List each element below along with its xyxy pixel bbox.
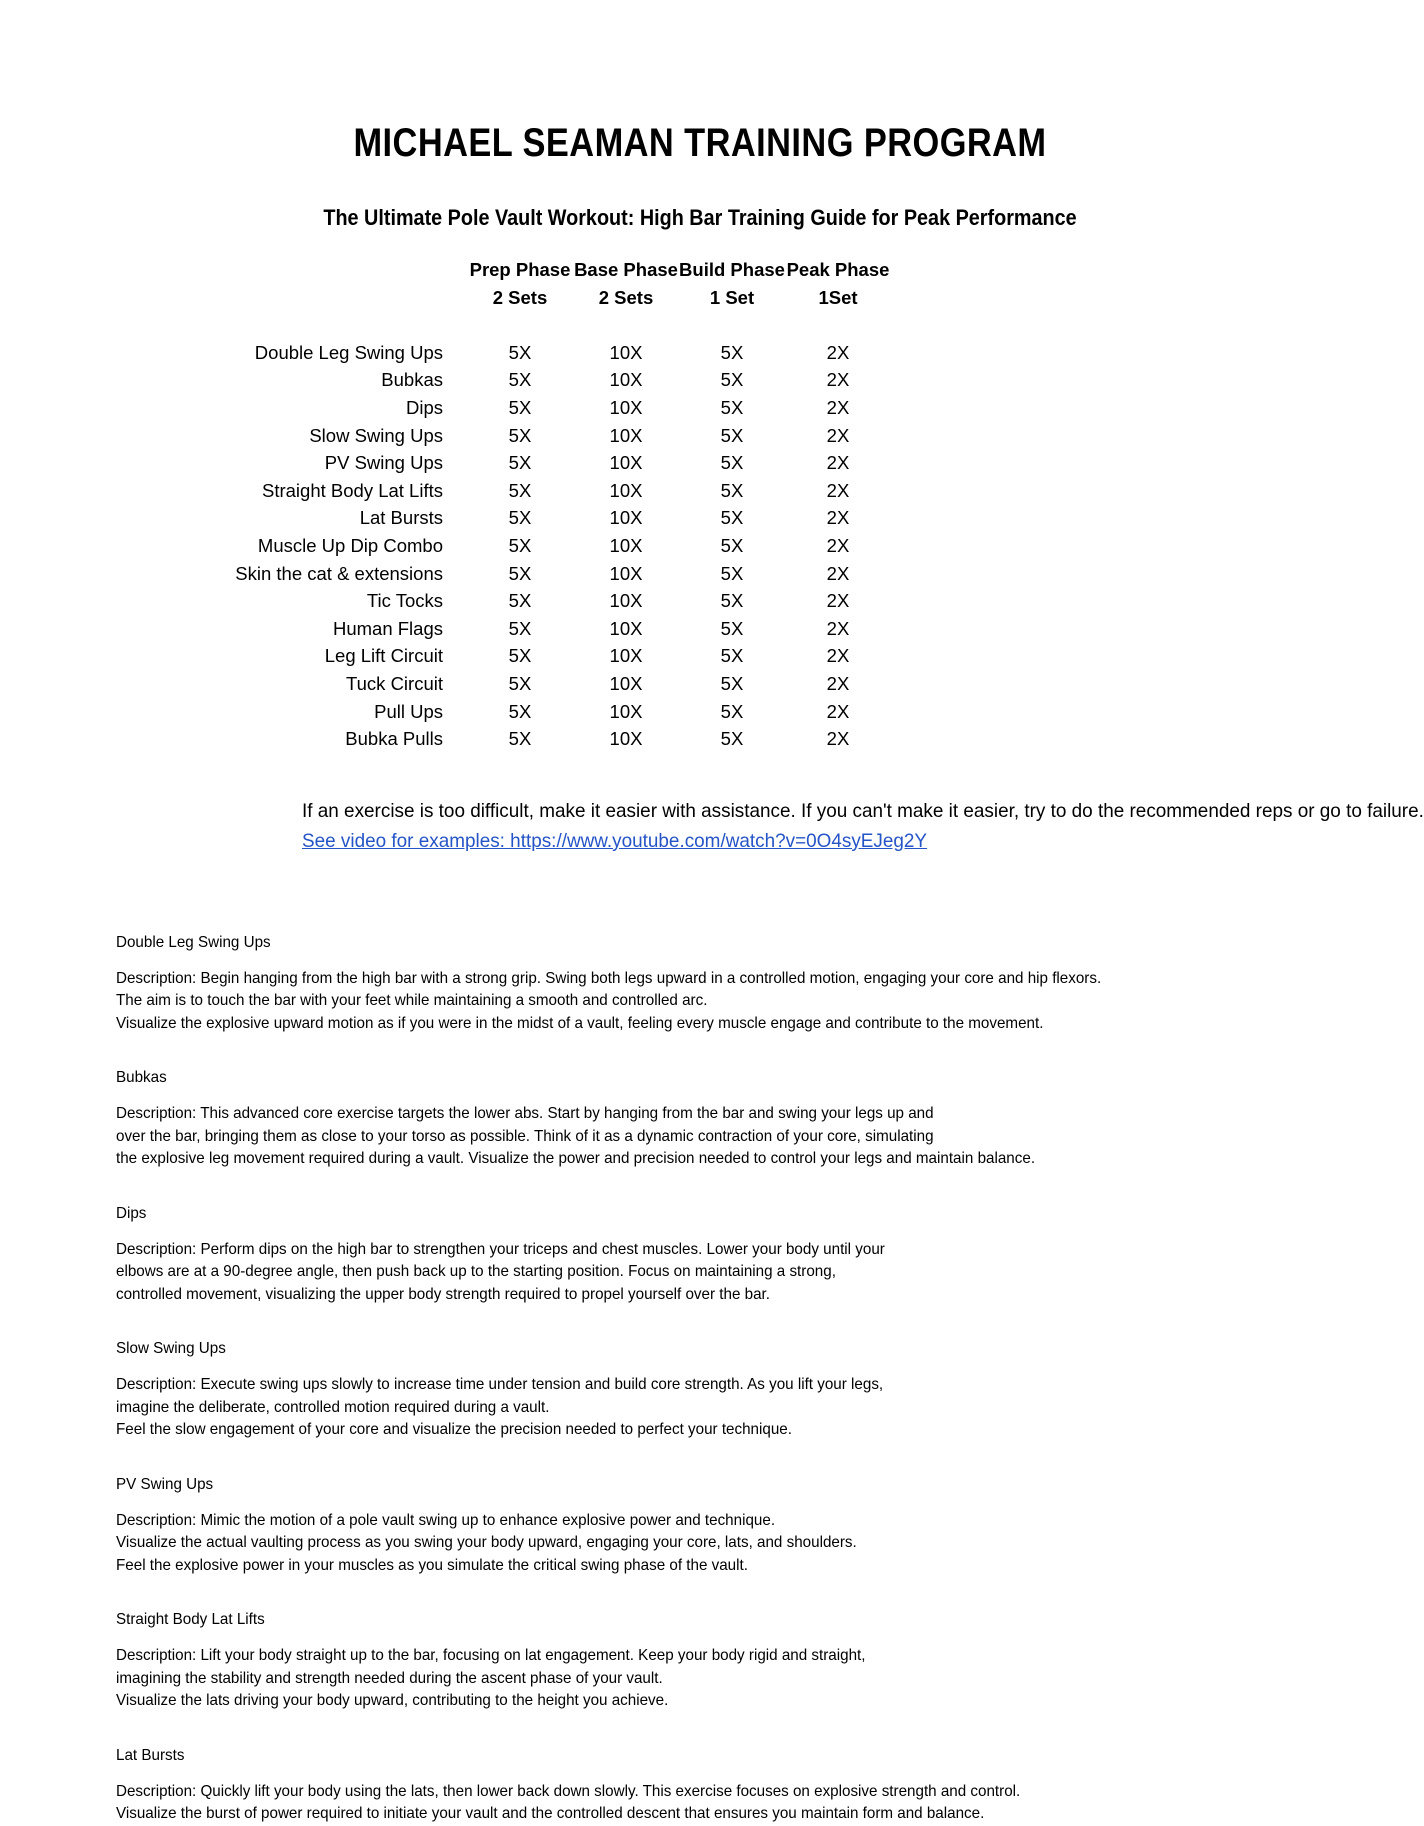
column-header-sets-3: 1Set: [818, 286, 858, 308]
description-section-bubkas: [116, 1067, 1360, 1171]
reps-build: 5X: [720, 534, 744, 556]
description-line: over the bar, bringing them as close to your torso as possible. Think of it as a dynamic contraction of your core, simulating: [116, 1127, 934, 1145]
reps-base: 10X: [609, 728, 643, 750]
description-line: Feel the slow engagement of your core and visualize the precision needed to perfect your technique.: [116, 1421, 792, 1439]
description-line: imagine the deliberate, controlled motion required during a vault.: [116, 1398, 550, 1416]
description-line: Visualize the actual vaulting process as you swing your body upward, engaging your core, lats, and shoulders.: [116, 1534, 857, 1552]
reps-prep: 5X: [508, 590, 532, 612]
table-row: [205, 615, 891, 643]
spacer-cell: [205, 311, 467, 339]
description-title: Lat Bursts: [116, 1746, 185, 1764]
table-row: [205, 422, 891, 450]
exercise-name: Double Leg Swing Ups: [254, 341, 443, 363]
header-body-spacer: [205, 311, 891, 339]
page-title: MICHAEL SEAMAN TRAINING PROGRAM: [353, 121, 1047, 165]
reps-base: 10X: [609, 672, 643, 694]
reps-peak: 2X: [826, 617, 850, 639]
spacer-cell: [467, 311, 573, 339]
reps-base: 10X: [609, 645, 643, 667]
reps-build: 5X: [720, 590, 744, 612]
reps-peak: 2X: [826, 645, 850, 667]
exercise-name: PV Swing Ups: [324, 452, 443, 474]
description-section-lat-bursts: [116, 1745, 1360, 1826]
description-section-slow-swing-ups: [116, 1338, 1360, 1442]
reps-base: 10X: [609, 534, 643, 556]
description-title: Bubkas: [116, 1069, 167, 1087]
reps-build: 5X: [720, 700, 744, 722]
exercise-name: Tuck Circuit: [346, 672, 443, 694]
description-line: Visualize the burst of power required to initiate your vault and the controlled descent that ensures you maintain form and balance.: [116, 1805, 985, 1823]
reps-build: 5X: [720, 507, 744, 529]
reps-peak: 2X: [826, 672, 850, 694]
reps-peak: 2X: [826, 700, 850, 722]
reps-build: 5X: [720, 479, 744, 501]
reps-base: 10X: [609, 479, 643, 501]
sets-row-spacer: [205, 284, 467, 312]
reps-build: 5X: [720, 452, 744, 474]
table-row: [205, 394, 891, 422]
reps-peak: 2X: [826, 369, 850, 391]
exercise-name: Dips: [405, 396, 443, 418]
workout-table: [205, 256, 891, 753]
reps-build: 5X: [720, 341, 744, 363]
workout-table-header: [205, 256, 891, 311]
reps-build: 5X: [720, 369, 744, 391]
page-subtitle: The Ultimate Pole Vault Workout: High Bar Training Guide for Peak Performance: [323, 205, 1077, 230]
exercise-name: Lat Bursts: [359, 507, 443, 529]
column-header-phase-2: Build Phase: [679, 259, 785, 280]
table-row: [205, 670, 891, 698]
reps-peak: 2X: [826, 562, 850, 584]
exercise-name: Straight Body Lat Lifts: [262, 479, 443, 501]
reps-prep: 5X: [508, 728, 532, 750]
reps-base: 10X: [609, 617, 643, 639]
column-header-sets-1: 2 Sets: [598, 286, 654, 308]
reps-build: 5X: [720, 424, 744, 446]
exercise-name: Leg Lift Circuit: [324, 645, 443, 667]
reps-peak: 2X: [826, 424, 850, 446]
reps-peak: 2X: [826, 590, 850, 612]
reps-prep: 5X: [508, 645, 532, 667]
reps-build: 5X: [720, 672, 744, 694]
description-line: Visualize the explosive upward motion as if you were in the midst of a vault, feeling every muscle engage and contribute to the movement.: [116, 1014, 1044, 1032]
exercise-name: Tic Tocks: [366, 590, 443, 612]
description-line: The aim is to touch the bar with your feet while maintaining a smooth and controlled arc.: [116, 992, 708, 1010]
description-line: Feel the explosive power in your muscles as you simulate the critical swing phase of the vault.: [116, 1556, 748, 1574]
exercise-column-header: [205, 256, 467, 284]
video-examples-link[interactable]: See video for examples: https://www.youtube.com/watch?v=0O4syEJeg2Y: [302, 829, 928, 852]
workout-table-container: [0, 256, 1400, 753]
spacer-cell: [679, 311, 785, 339]
phase-header-row: [205, 256, 891, 284]
reps-peak: 2X: [826, 507, 850, 529]
description-title: PV Swing Ups: [116, 1475, 214, 1493]
reps-prep: 5X: [508, 341, 532, 363]
description-line: Description: This advanced core exercise targets the lower abs. Start by hanging from the bar and swing your legs up and: [116, 1105, 934, 1123]
description-section-double-leg-swing-ups: [116, 932, 1360, 1036]
description-line: elbows are at a 90-degree angle, then push back up to the starting position. Focus on maintaining a strong,: [116, 1263, 836, 1281]
table-row: [205, 449, 891, 477]
reps-base: 10X: [609, 700, 643, 722]
table-row: [205, 339, 891, 367]
table-row: [205, 366, 891, 394]
table-row: [205, 698, 891, 726]
exercise-name: Bubkas: [381, 369, 443, 391]
table-row: [205, 504, 891, 532]
spacer-cell: [785, 311, 891, 339]
description-title: Straight Body Lat Lifts: [116, 1611, 265, 1629]
reps-prep: 5X: [508, 617, 532, 639]
reps-base: 10X: [609, 341, 643, 363]
exercise-name: Muscle Up Dip Combo: [257, 534, 443, 556]
description-line: controlled movement, visualizing the upper body strength required to propel yourself over the bar.: [116, 1285, 770, 1303]
description-line: Description: Mimic the motion of a pole vault swing up to enhance explosive power and technique.: [116, 1511, 776, 1529]
description-line: Description: Quickly lift your body using the lats, then lower back down slowly. This exercise focuses on explosive strength and control.: [116, 1782, 1021, 1800]
workout-table-body: [205, 311, 891, 753]
exercise-name: Human Flags: [332, 617, 443, 639]
table-row: [205, 725, 891, 753]
reps-base: 10X: [609, 369, 643, 391]
reps-build: 5X: [720, 562, 744, 584]
reps-peak: 2X: [826, 452, 850, 474]
table-row: [205, 560, 891, 588]
reps-base: 10X: [609, 562, 643, 584]
exercise-name: Skin the cat & extensions: [235, 562, 443, 584]
description-section-dips: [116, 1203, 1360, 1307]
table-row: [205, 477, 891, 505]
description-line: Visualize the lats driving your body upward, contributing to the height you achieve.: [116, 1692, 669, 1710]
reps-prep: 5X: [508, 672, 532, 694]
reps-prep: 5X: [508, 700, 532, 722]
reps-prep: 5X: [508, 424, 532, 446]
column-header-sets-0: 2 Sets: [492, 286, 548, 308]
reps-prep: 5X: [508, 452, 532, 474]
description-title: Slow Swing Ups: [116, 1340, 226, 1358]
exercise-name: Slow Swing Ups: [309, 424, 443, 446]
difficulty-note: If an exercise is too difficult, make it easier with assistance. If you can't make it easier, try to do the recommended reps or go to failure.: [302, 799, 1424, 822]
description-line: Description: Execute swing ups slowly to increase time under tension and build core strength. As you lift your legs,: [116, 1376, 884, 1394]
reps-build: 5X: [720, 728, 744, 750]
description-title: Dips: [116, 1204, 147, 1222]
reps-base: 10X: [609, 396, 643, 418]
exercise-name: Bubka Pulls: [345, 728, 443, 750]
reps-prep: 5X: [508, 369, 532, 391]
reps-base: 10X: [609, 507, 643, 529]
reps-build: 5X: [720, 645, 744, 667]
reps-base: 10X: [609, 424, 643, 446]
reps-peak: 2X: [826, 341, 850, 363]
reps-peak: 2X: [826, 728, 850, 750]
exercise-descriptions: [0, 932, 1400, 1826]
reps-build: 5X: [720, 396, 744, 418]
column-header-sets-2: 1 Set: [709, 286, 755, 308]
reps-build: 5X: [720, 617, 744, 639]
description-line: Description: Lift your body straight up to the bar, focusing on lat engagement. Keep your body rigid and straight,: [116, 1647, 866, 1665]
column-header-phase-0: Prep Phase: [469, 259, 571, 280]
column-header-phase-1: Base Phase: [574, 259, 678, 280]
description-line: the explosive leg movement required during a vault. Visualize the power and precision needed to control your legs and maintain balance.: [116, 1150, 1036, 1168]
reps-peak: 2X: [826, 396, 850, 418]
sets-header-row: [205, 284, 891, 312]
note-block: [0, 796, 1424, 856]
exercise-name: Pull Ups: [374, 700, 443, 722]
description-line: Description: Begin hanging from the high bar with a strong grip. Swing both legs upward in a controlled motion, engaging your core and hip flexors.: [116, 969, 1102, 987]
reps-base: 10X: [609, 452, 643, 474]
reps-base: 10X: [609, 590, 643, 612]
reps-prep: 5X: [508, 479, 532, 501]
table-row: [205, 532, 891, 560]
column-header-phase-3: Peak Phase: [786, 259, 890, 280]
description-section-straight-body-lat-lifts: [116, 1609, 1360, 1713]
table-row: [205, 642, 891, 670]
reps-prep: 5X: [508, 507, 532, 529]
description-section-pv-swing-ups: [116, 1474, 1360, 1578]
table-row: [205, 587, 891, 615]
reps-prep: 5X: [508, 396, 532, 418]
spacer-cell: [573, 311, 679, 339]
description-title: Double Leg Swing Ups: [116, 933, 271, 951]
reps-prep: 5X: [508, 534, 532, 556]
reps-prep: 5X: [508, 562, 532, 584]
description-line: imagining the stability and strength needed during the ascent phase of your vault.: [116, 1669, 663, 1687]
reps-peak: 2X: [826, 534, 850, 556]
reps-peak: 2X: [826, 479, 850, 501]
description-line: Description: Perform dips on the high bar to strengthen your triceps and chest muscles. Lower your body until your: [116, 1240, 885, 1258]
